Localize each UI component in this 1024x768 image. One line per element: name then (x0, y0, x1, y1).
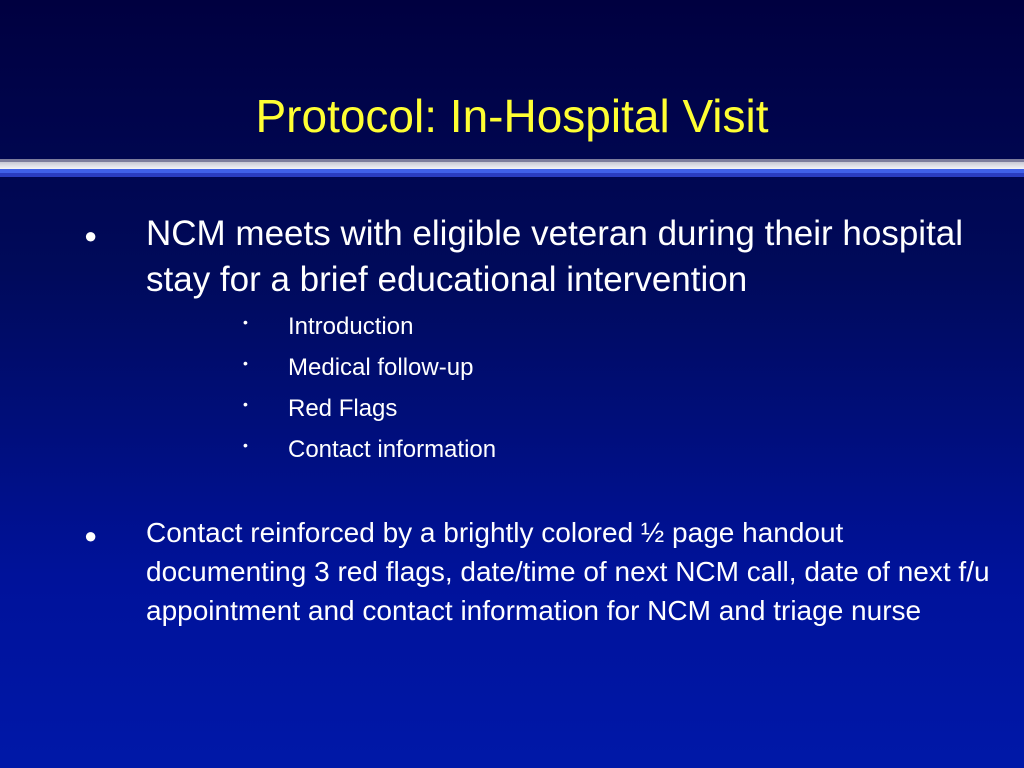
bullet-text: NCM meets with eligible veteran during their hospital stay for a brief educational intervention (146, 214, 964, 299)
sub-bullet-text: Medical follow-up (288, 354, 474, 381)
slide-title: Protocol: In-Hospital Visit (255, 90, 769, 142)
sub-bullet-item (0, 431, 1024, 472)
sub-bullet-dot-icon: • (243, 396, 248, 412)
sub-bullet-text: Introduction (288, 313, 414, 340)
bullet-dot-icon: ● (84, 223, 98, 248)
bullet-text: Contact reinforced by a brightly colored ½ page handout documenting 3 red flags, date/time of next NCM call, date of next f/u appointment and contact information for NCM and triage nurse (146, 517, 990, 626)
sub-bullet-dot-icon: • (243, 437, 248, 453)
sub-bullet-dot-icon: • (243, 355, 248, 371)
sub-bullet-item (0, 390, 1024, 431)
sub-bullet-dot-icon: • (243, 314, 248, 330)
sub-bullet-list (0, 308, 1024, 472)
sub-bullet-text: Red Flags (288, 395, 398, 422)
sub-bullet-item (0, 349, 1024, 390)
title-divider (0, 159, 1024, 179)
sub-bullet-item (0, 308, 1024, 349)
sub-bullet-text: Contact information (288, 436, 497, 463)
bullet-dot-icon: ● (84, 523, 98, 548)
